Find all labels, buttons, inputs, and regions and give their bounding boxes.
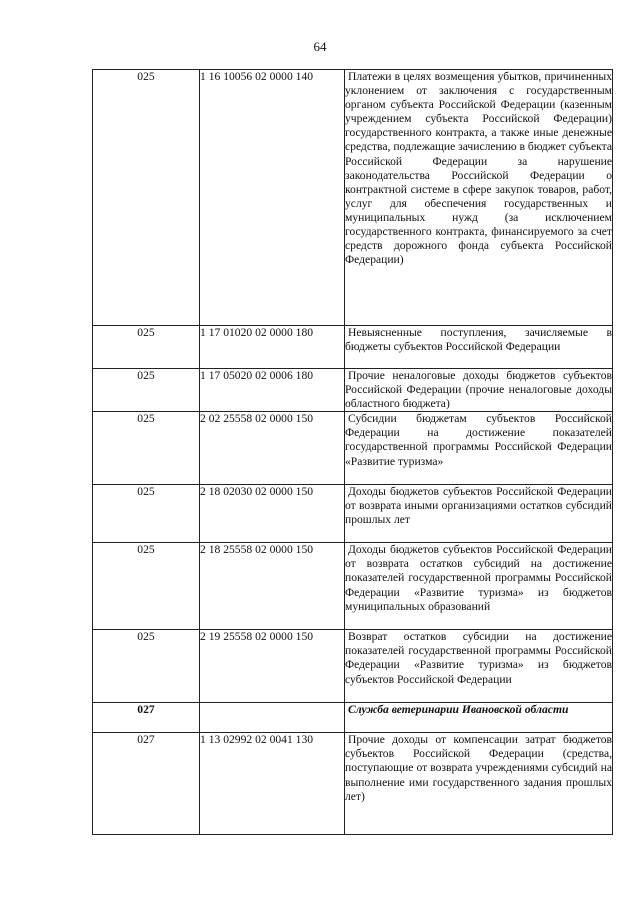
admin-code-cell: 025	[93, 630, 200, 703]
admin-code-cell: 025	[93, 412, 200, 485]
revenue-code-cell: 2 18 02030 02 0000 150	[200, 485, 345, 543]
revenue-name-cell: Возврат остатков субсидии на достижение показателей государственной программы Российской Федерации «Развитие туризма» из бюджетов субъектов Российской Федерации	[345, 630, 613, 703]
administrator-name-cell: Служба ветеринарии Ивановской области	[345, 703, 613, 733]
admin-code-cell: 025	[93, 70, 200, 326]
revenue-code-cell	[200, 703, 345, 733]
admin-code-cell: 027	[93, 703, 200, 733]
revenue-name-cell: Доходы бюджетов субъектов Российской Федерации от возврата иными организациями остатков субсидий прошлых лет	[345, 485, 613, 543]
revenue-name-cell: Субсидии бюджетам субъектов Российской Федерации на достижение показателей государственной программы Российской Федерации «Развитие туризма»	[345, 412, 613, 485]
table-row	[93, 369, 613, 412]
admin-code-cell: 025	[93, 543, 200, 630]
revenue-code-cell: 2 18 25558 02 0000 150	[200, 543, 345, 630]
table-row	[93, 733, 613, 835]
revenue-code-cell: 1 16 10056 02 0000 140	[200, 70, 345, 326]
admin-code-cell: 025	[93, 485, 200, 543]
table-row	[93, 630, 613, 703]
table-row	[93, 326, 613, 369]
revenue-name-cell: Невыясненные поступления, зачисляемые в бюджеты субъектов Российской Федерации	[345, 326, 613, 369]
table-row	[93, 70, 613, 326]
revenue-code-cell: 2 02 25558 02 0000 150	[200, 412, 345, 485]
budget-revenue-table	[92, 69, 613, 835]
revenue-code-cell: 1 13 02992 02 0041 130	[200, 733, 345, 835]
admin-code-cell: 025	[93, 369, 200, 412]
revenue-name-cell: Доходы бюджетов субъектов Российской Федерации от возврата остатков субсидий на достижение показателей государственной программы Российской Федерации «Развитие туризма» из бюджетов муниципальных образований	[345, 543, 613, 630]
revenue-code-cell: 1 17 01020 02 0000 180	[200, 326, 345, 369]
admin-code-cell: 025	[93, 326, 200, 369]
revenue-code-cell: 2 19 25558 02 0000 150	[200, 630, 345, 703]
page-number: 64	[313, 39, 327, 54]
table-row	[93, 412, 613, 485]
revenue-name-cell: Прочие неналоговые доходы бюджетов субъектов Российской Федерации (прочие неналоговые доходы областного бюджета)	[345, 369, 612, 411]
table-row	[93, 543, 613, 630]
revenue-name-cell: Прочие доходы от компенсации затрат бюджетов субъектов Российской Федерации (средства, поступающие от возврата учреждениями субсидий на выполнение ими государственного задания прошлых лет)	[345, 733, 613, 835]
table-section-header-row	[93, 703, 613, 733]
admin-code-cell: 027	[93, 733, 200, 835]
revenue-code-cell: 1 17 05020 02 0006 180	[200, 369, 345, 412]
table-row	[93, 485, 613, 543]
revenue-name-cell: Платежи в целях возмещения убытков, причиненных уклонением от заключения с государственным органом субъекта Российской Федерации (казенным учреждением субъекта Российской Федерации) государственного контракта, а также иные денежные средства, подлежащие зачислению в бюджет субъекта Российской Федерации за нарушение законодательства Российской Федерации о контрактной системе в сфере закупок товаров, работ, услуг для обеспечения государственных и муниципальных нужд (за исключением государственного контракта, финансируемого за счет средств дорожного фонда субъекта Российской Федерации)	[345, 70, 613, 326]
